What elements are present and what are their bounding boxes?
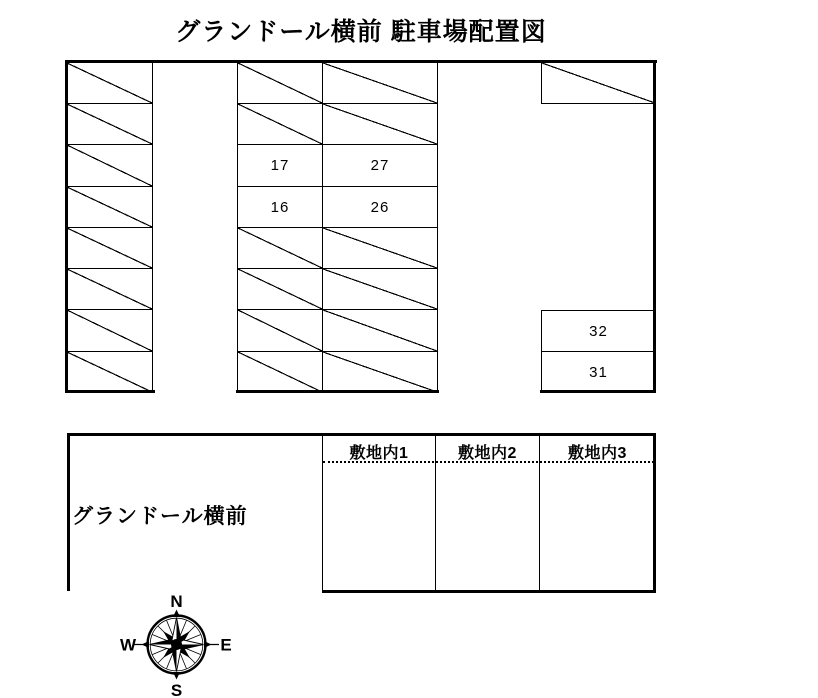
site-section-3 (539, 434, 656, 592)
parking-space-27: 27 (322, 144, 438, 187)
parking-space-crossed (237, 103, 323, 145)
lot-border-top (65, 60, 657, 63)
parking-space-crossed (237, 227, 323, 269)
compass-west-label: W (119, 635, 137, 655)
parking-space-crossed (66, 103, 153, 145)
lot-border-bottom-left (65, 390, 155, 393)
parking-space-crossed (541, 62, 656, 104)
parking-space-crossed (322, 268, 438, 310)
site-section-label: 敷地内1 (349, 445, 409, 462)
building-border-top (67, 433, 656, 436)
parking-column-right-top (541, 62, 656, 104)
parking-column-left (66, 62, 153, 393)
lot-border-right (653, 60, 656, 393)
lot-border-bottom-right (540, 390, 656, 393)
parking-space-16: 16 (237, 186, 323, 228)
compass-north-label: N (170, 592, 183, 611)
site-section-label: 敷地内3 (568, 445, 627, 462)
parking-space-crossed (66, 186, 153, 228)
parking-space-crossed (66, 268, 153, 310)
parking-space-crossed (237, 268, 323, 310)
parking-space-26: 26 (322, 186, 438, 228)
parking-space-crossed (322, 351, 438, 393)
building-border-right (653, 433, 656, 593)
section-header-divider (323, 461, 654, 463)
parking-space-crossed (237, 309, 323, 352)
parking-space-crossed (66, 62, 153, 104)
lot-border-bottom-middle (236, 390, 439, 393)
diagram-title: グランドール横前 駐車場配置図 (175, 18, 547, 46)
parking-space-crossed (237, 351, 323, 393)
lot-border-left (65, 60, 68, 393)
parking-column-right-bottom (541, 310, 656, 393)
compass-rose (119, 586, 235, 698)
building-border-bottom (322, 590, 656, 593)
site-section-label: 敷地内2 (458, 445, 517, 462)
parking-space-crossed (66, 309, 153, 352)
building-name: グランドール横前 (72, 505, 248, 528)
parking-space-crossed (322, 103, 438, 145)
parking-space-crossed (322, 227, 438, 269)
compass-east-label: E (220, 635, 232, 655)
parking-space-32: 32 (541, 310, 656, 352)
parking-column-middle-a (237, 62, 323, 393)
parking-space-crossed (322, 62, 438, 104)
parking-column-middle-b (322, 62, 438, 393)
parking-space-17: 17 (237, 144, 323, 187)
site-section-1 (322, 434, 436, 592)
parking-space-crossed (66, 351, 153, 393)
parking-space-crossed (66, 144, 153, 187)
parking-space-crossed (237, 62, 323, 104)
parking-space-crossed (322, 309, 438, 352)
compass-south-label: S (170, 681, 183, 698)
parking-space-crossed (66, 227, 153, 269)
site-section-2 (435, 434, 540, 592)
parking-space-31: 31 (541, 351, 656, 393)
building-border-left (67, 433, 70, 591)
